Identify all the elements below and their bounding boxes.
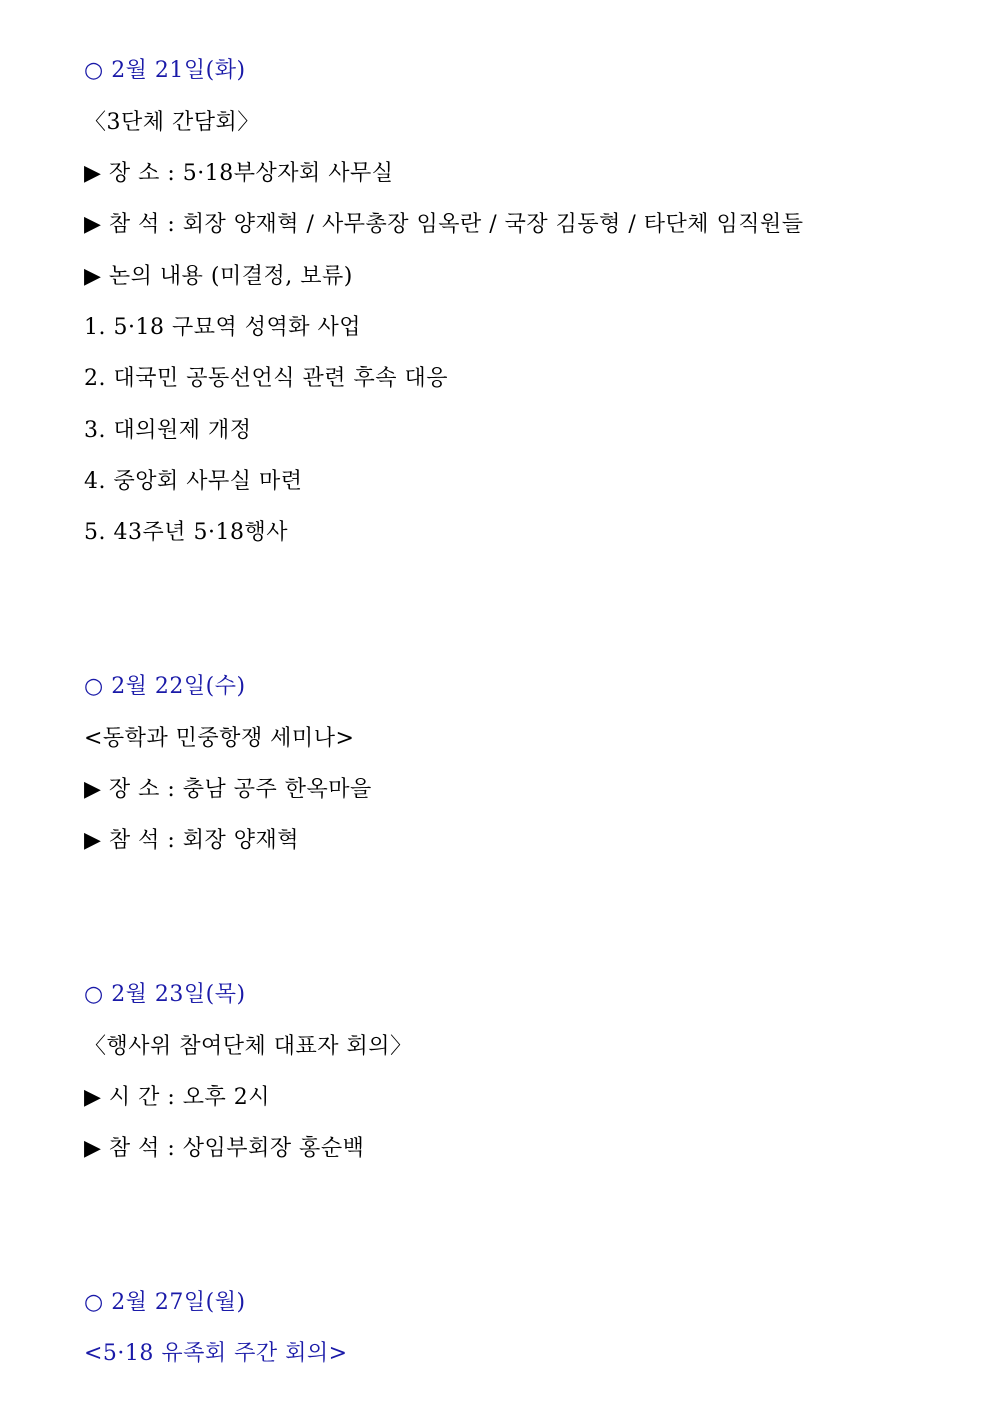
detail-location: ▶ 장 소 : 5·18부상자회 사무실 <box>84 161 394 186</box>
section-title-representatives-meeting: 〈행사위 참여단체 대표자 회의〉 <box>84 1034 413 1059</box>
agenda-item-2: 2. 대국민 공동선언식 관련 후속 대응 <box>84 366 448 391</box>
detail-attendees: ▶ 참 석 : 회장 양재혁 <box>84 828 300 853</box>
section-date-feb23: ○ 2월 23일(목) <box>84 982 246 1007</box>
section-title-seminar: <동학과 민중항쟁 세미나> <box>84 726 355 751</box>
detail-attendees: ▶ 참 석 : 상임부회장 홍순백 <box>84 1136 365 1161</box>
agenda-item-3: 3. 대의원제 개정 <box>84 418 252 443</box>
section-date-feb21: ○ 2월 21일(화) <box>84 58 246 83</box>
agenda-item-4: 4. 중앙회 사무실 마련 <box>84 469 303 494</box>
detail-time: ▶ 시 간 : 오후 2시 <box>84 1085 271 1110</box>
section-title-weekly-meeting: <5·18 유족회 주간 회의> <box>84 1341 348 1366</box>
detail-attendees: ▶ 참 석 : 회장 양재혁 / 사무총장 임옥란 / 국장 김동형 / 타단체 임직원들 <box>84 212 804 237</box>
detail-location: ▶ 장 소 : 충남 공주 한옥마을 <box>84 777 372 802</box>
agenda-item-5: 5. 43주년 5·18행사 <box>84 520 288 545</box>
section-title-3-groups-meeting: 〈3단체 간담회〉 <box>84 110 260 135</box>
section-date-feb22: ○ 2월 22일(수) <box>84 674 246 699</box>
detail-discussion-topics: ▶ 논의 내용 (미결정, 보류) <box>84 264 353 289</box>
agenda-item-1: 1. 5·18 구묘역 성역화 사업 <box>84 315 361 340</box>
section-date-feb27: ○ 2월 27일(월) <box>84 1290 246 1315</box>
